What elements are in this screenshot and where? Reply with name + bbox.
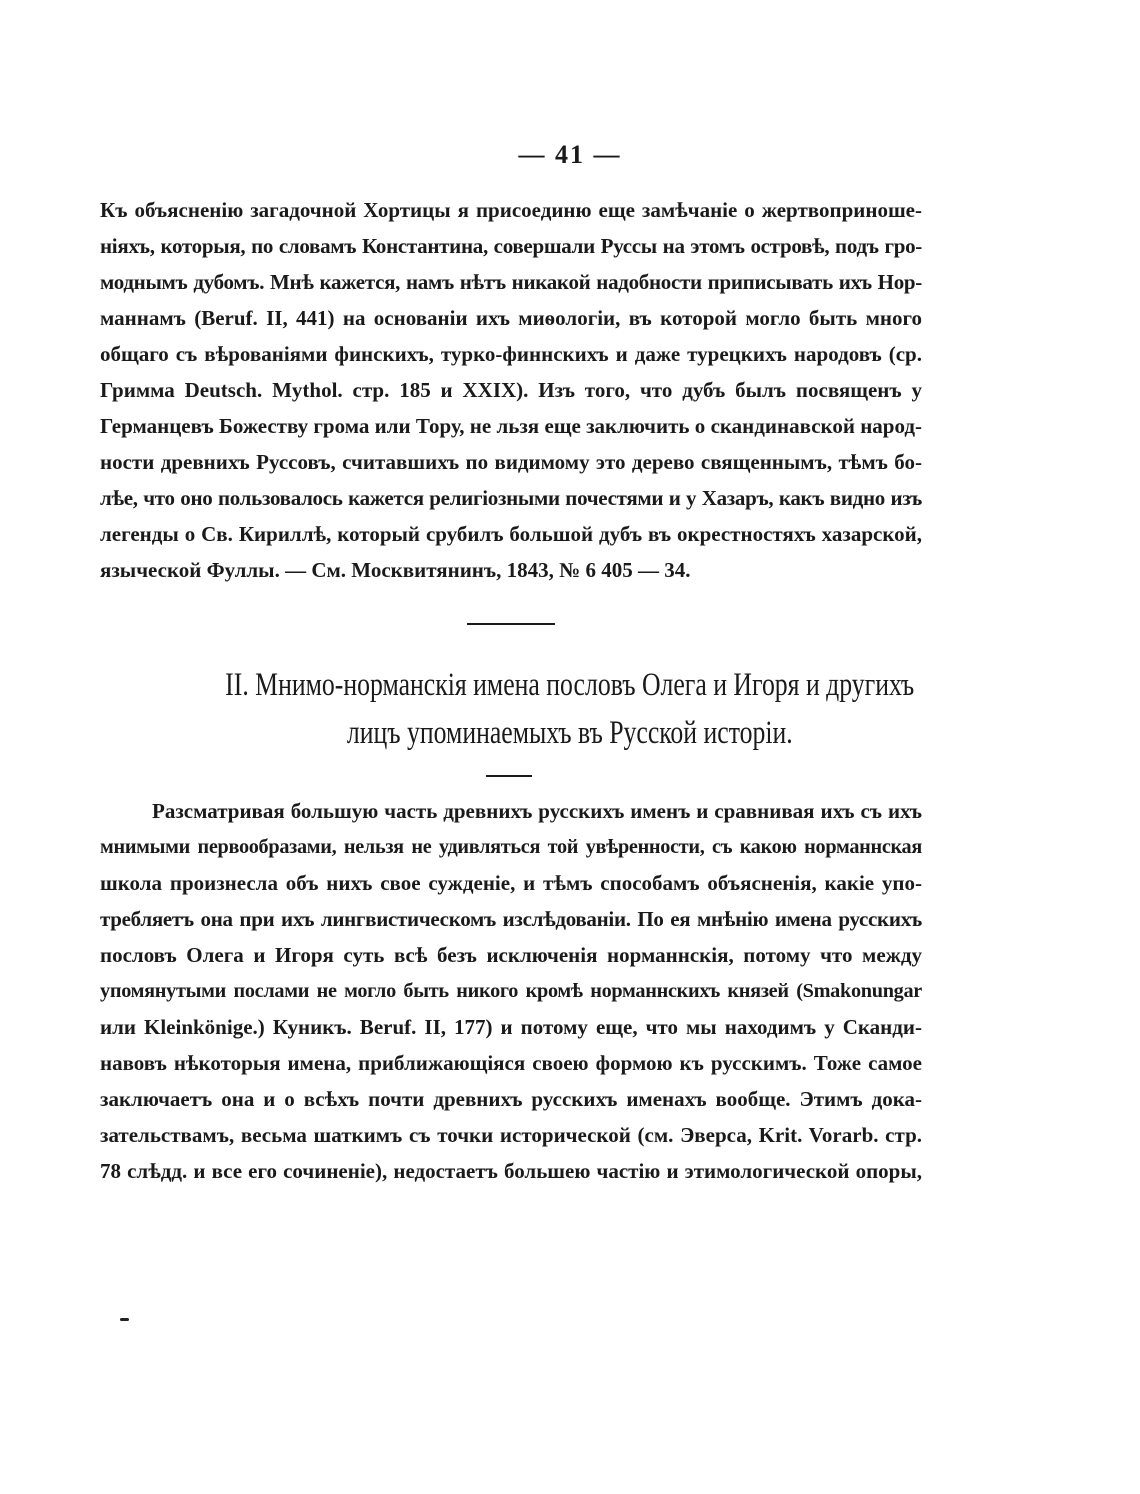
footnote-line: Германцевъ Божеству грома или Тору, не льзя еще заключить о скандинавской народ-: [100, 414, 922, 438]
body-line: 78 слѣдд. и все его сочиненіе), недостаетъ большею частію и этимологической опоры,: [100, 1159, 922, 1183]
body-line: зательствамъ, весьма шаткимъ съ точки исторической (см. Эверса, Krit. Vorarb. стр.: [100, 1123, 922, 1147]
footnote-line: маннамъ (Beruf. II, 441) на основаніи ихъ миѳологіи, въ которой могло быть много: [100, 306, 922, 330]
footnote-text: [100, 192, 922, 588]
body-line: упомянутыми послами не могло быть никого кромѣ норманнскихъ князей (Smakonungar: [100, 980, 922, 1002]
footnote-line: общаго съ вѣрованіями финскихъ, турко-финнскихъ и даже турецкихъ народовъ (ср.: [100, 342, 922, 366]
footnote-line: легенды о Св. Кириллѣ, который срубилъ большой дубъ въ окрестностяхъ хазарской,: [100, 522, 922, 546]
body-line: мнимыми первообразами, нельзя не удивляться той увѣренности, съ какою норманнская: [100, 836, 922, 858]
body-line: или Kleinkönige.) Куникъ. Beruf. II, 177) и потому еще, что мы находимъ у Сканди-: [100, 1015, 922, 1039]
page-number: — 41 —: [518, 140, 622, 169]
section-heading-line-2: [0, 715, 1140, 752]
footnote-line: Гримма Deutsch. Mythol. стр. 185 и XXIX). Изъ того, что дубъ былъ посвященъ у: [100, 378, 922, 402]
footnote-line: моднымъ дубомъ. Мнѣ кажется, намъ нѣтъ никакой надобности приписывать ихъ Нор-: [100, 270, 922, 294]
footnote-line: лѣе, что оно пользовалось кажется религіозными почестями и у Хазаръ, какъ видно изъ: [100, 486, 922, 510]
body-line: школа произнесла объ нихъ свое сужденіе, и тѣмъ способамъ объясненія, какіе упо-: [100, 871, 922, 895]
body-line: пословъ Олега и Игоря суть всѣ безъ исключенія норманнскія, потому что между: [100, 943, 922, 967]
body-line: требляетъ она при ихъ лингвистическомъ изслѣдованіи. По ея мнѣнію имена русскихъ: [100, 907, 922, 931]
section-heading-line-1: [0, 667, 1140, 704]
footnote-line: ности древнихъ Руссовъ, считавшихъ по видимому это дерево священнымъ, тѣмъ бо-: [100, 450, 922, 474]
section-heading-text: лицъ упоминаемыхъ въ Русской исторіи.: [347, 715, 793, 751]
body-line: навовъ нѣкоторыя имена, приближающіяся своею формою къ русскимъ. Тоже самое: [100, 1051, 922, 1075]
footnote-line: языческой Фуллы. — См. Москвитянинъ, 1843, № 6 405 — 34.: [100, 558, 691, 582]
body-line: заключаетъ она и о всѣхъ почти древнихъ русскихъ именахъ вообще. Этимъ дока-: [100, 1087, 922, 1111]
section-heading-text: II. Мнимо-норманскія имена пословъ Олега и Игоря и другихъ: [225, 667, 915, 703]
scan-speck: [120, 1318, 129, 1321]
footnote-line: Къ объясненію загадочной Хортицы я присоединю еще замѣчаніе о жертвоприноше-: [100, 198, 922, 222]
footnote-line: ніяхъ, которыя, по словамъ Константина, совершали Руссы на этомъ островѣ, подъ гро-: [100, 234, 922, 258]
section-divider: [467, 623, 555, 625]
body-paragraph: [100, 793, 922, 1189]
body-line: Разсматривая большую часть древнихъ русскихъ именъ и сравнивая ихъ съ ихъ: [152, 799, 922, 823]
heading-underline: [486, 775, 532, 777]
